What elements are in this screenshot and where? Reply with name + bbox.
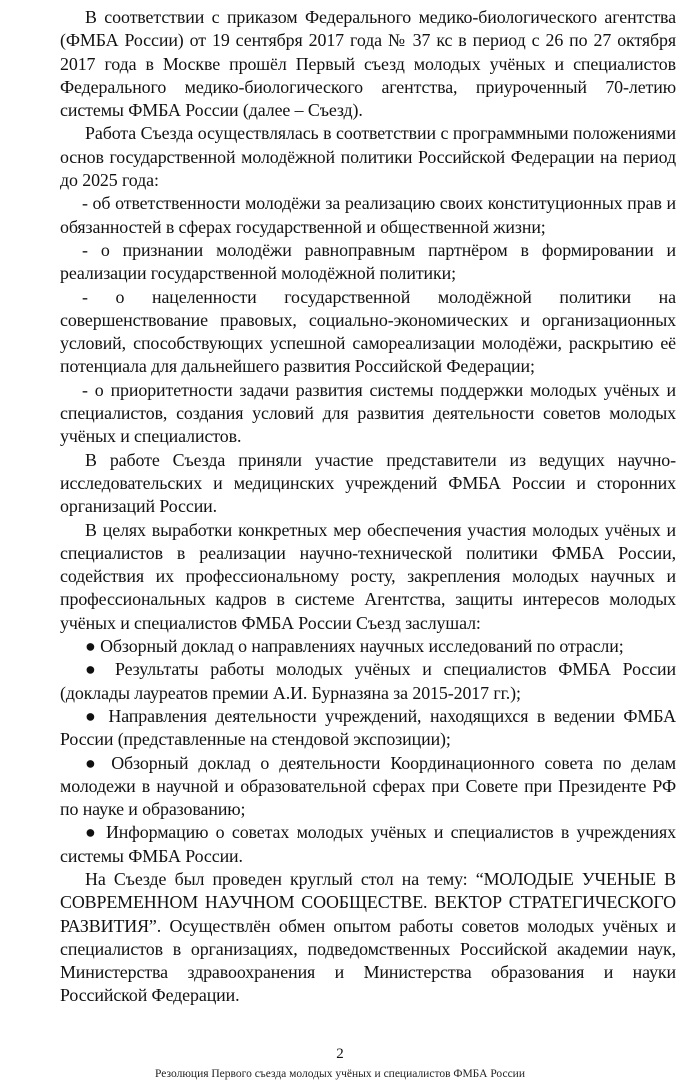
policy-item-responsibility: - об ответственности молодёжи за реализацию своих конституционных прав и обязанностей в сферах государственной и общественной жизни; bbox=[60, 193, 676, 237]
paragraph-measures: В целях выработки конкретных мер обеспечения участия молодых учёных и специалистов в реализации научно-технической политики ФМБА России, содействия их профессиональному росту, закрепления молодых научных и профессиональных кадров в системе Агентства, защиты интересов молодых учёных и специалистов ФМБА России Съезд заслушал: bbox=[60, 519, 676, 633]
page-footer: Резолюция Первого съезда молодых учёных и специалистов ФМБА России bbox=[155, 1068, 525, 1080]
document-body bbox=[60, 6, 676, 1008]
paragraph-round-table: На Съезде был проведен круглый стол на тему: “МОЛОДЫЕ УЧЕНЫЕ В СОВРЕМЕННОМ НАУЧНОМ СООБЩЕСТВЕ. ВЕКТОР СТРАТЕГИЧЕСКОГО РАЗВИТИЯ”. Осуществлён обмен опытом работы советов молодых учёных и специалистов в организациях, подведомственных Российской академии наук, Министерства здравоохранения и Министерства образования и науки Российской Федерации. bbox=[60, 868, 676, 1006]
policy-item-partnership: - о признании молодёжи равноправным партнёром в формировании и реализации государственной молодёжной политики; bbox=[60, 239, 676, 284]
paragraph-participants: В работе Съезда приняли участие представители из ведущих научно-исследовательских и медицинских учреждений ФМБА России и сторонних организаций России. bbox=[60, 449, 676, 517]
report-item-information: ● Информацию о советах молодых учёных и специалистов в учреждениях системы ФМБА России. bbox=[60, 822, 676, 866]
report-item-council: ● Обзорный доклад о деятельности Координационного совета по делам молодежи в научной и образовательной сферах при Совете при Президенте РФ по науке и образованию; bbox=[60, 752, 676, 820]
report-item-directions: ● Направления деятельности учреждений, находящихся в ведении ФМБА России (представленные на стендовой экспозиции); bbox=[60, 705, 676, 750]
report-item-overview: ● Обзорный доклад о направлениях научных исследований по отрасли; bbox=[85, 636, 624, 657]
page-number: 2 bbox=[336, 1046, 344, 1062]
policy-item-support: - о приоритетности задачи развития системы поддержки молодых учёных и специалистов, создания условий для развития деятельности советов молодых учёных и специалистов. bbox=[60, 379, 676, 447]
report-item-results: ● Результаты работы молодых учёных и специалистов ФМБА России (доклады лауреатов премии А.И. Бурназяна за 2015-2017 гг.); bbox=[60, 659, 676, 703]
paragraph-intro: В соответствии с приказом Федерального медико-биологического агентства (ФМБА России) от 19 сентября 2017 года № 37 кс в период с 26 по 27 октября 2017 года в Москве прошёл Первый съезд молодых учёных и специалистов Федерального медико-биологического агентства, приуроченный 70-летию системы ФМБА России (далее – Съезд). bbox=[60, 7, 676, 121]
paragraph-policy: Работа Съезда осуществлялась в соответствии с программными положениями основ государственной молодёжной политики Российской Федерации на период до 2025 года: bbox=[60, 123, 676, 191]
policy-item-conditions: - о нацеленности государственной молодёжной политики на совершенствование правовых, социально-экономических и организационных условий, способствующих успешной самореализации молодёжи, раскрытию её потенциала для дальнейшего развития Российской Федерации; bbox=[60, 286, 676, 377]
